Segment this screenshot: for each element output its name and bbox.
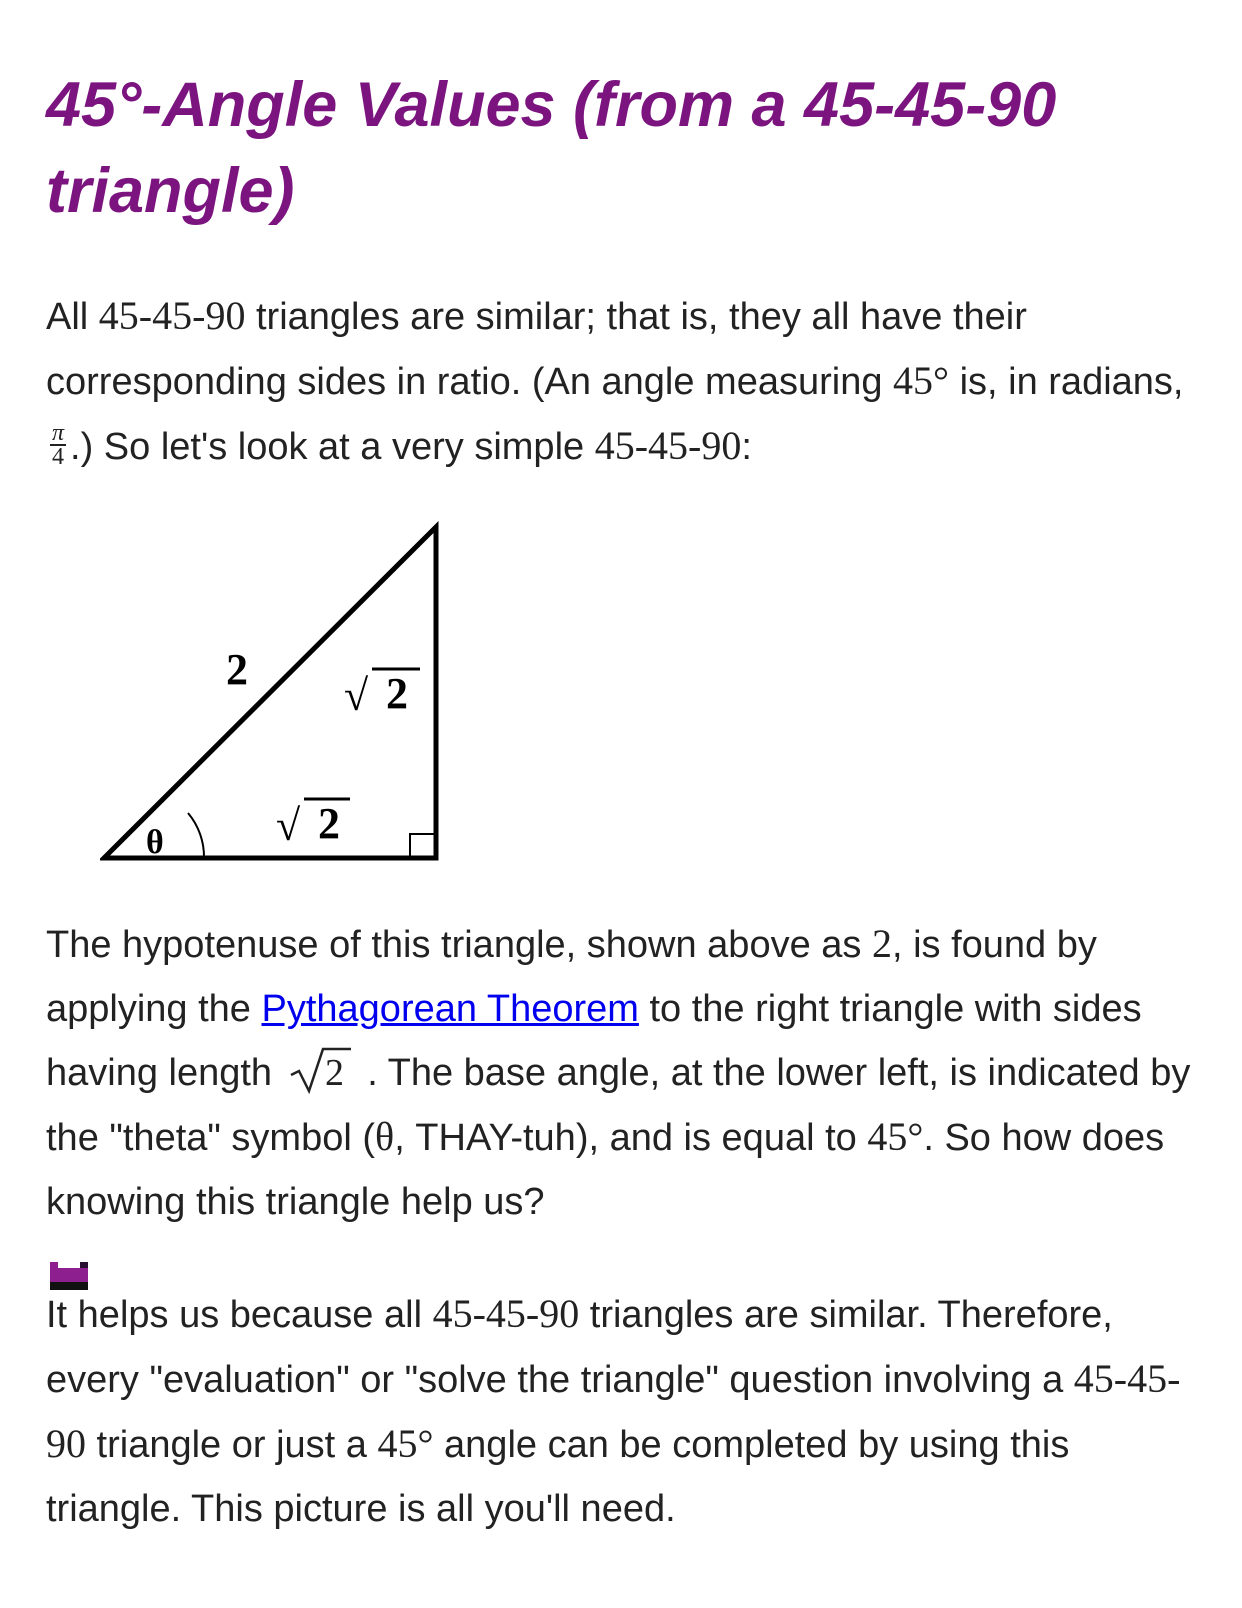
fraction-numerator: π <box>52 419 65 446</box>
text: . So how does knowing this triangle help us? <box>46 1117 1165 1223</box>
text: It helps us because all <box>46 1294 433 1336</box>
vertical-leg-label <box>344 669 420 720</box>
pythagorean-theorem-link[interactable]: Pythagorean Theorem <box>261 988 639 1030</box>
text: is, in radians, <box>949 361 1184 403</box>
sqrt-two-math <box>289 1051 351 1094</box>
radical-sign: √ <box>344 671 369 720</box>
hypotenuse-paragraph <box>46 912 1196 1234</box>
text: The hypotenuse of this triangle, shown above as <box>46 924 872 966</box>
math-45-degrees: 45° <box>867 1114 924 1159</box>
text: .) So let's look at a very simple <box>70 426 595 468</box>
conclusion-paragraph <box>46 1282 1196 1541</box>
radicand: 2 <box>386 669 408 718</box>
sqrt-radicand: 2 <box>324 1052 344 1094</box>
math-45-degrees: 45° <box>377 1421 434 1466</box>
base-leg-label <box>276 799 350 850</box>
text: , THAY-tuh), and is equal to <box>394 1117 868 1159</box>
hypotenuse-label: 2 <box>226 645 248 694</box>
math-45-45-90: 45-45-90 <box>594 423 742 468</box>
bookmark-icon <box>50 1262 88 1290</box>
text: triangle or just a <box>86 1424 378 1466</box>
theta-label: θ <box>146 824 164 861</box>
math-45-45-90: 45-45-90 <box>432 1291 580 1336</box>
triangle-diagram <box>100 520 445 865</box>
math-two: 2 <box>871 921 892 966</box>
page-title: 45°-Angle Values (from a 45-45-90 triangle) <box>46 70 1057 226</box>
math-45-45-90: 45-45-90 <box>98 293 246 338</box>
text: . The base angle, at the lower left, is indicated by the "theta" symbol ( <box>46 1052 1191 1159</box>
text: All <box>46 296 99 338</box>
right-angle-marker <box>410 834 436 858</box>
text: angle can be completed by using this triangle. This picture is all you'll need. <box>46 1424 1070 1530</box>
radicand: 2 <box>318 799 340 848</box>
text: triangles are similar. Therefore, every "evaluation" or "solve the triangle" question involving a <box>46 1294 1113 1401</box>
math-45-degrees: 45° <box>893 358 950 403</box>
angle-arc <box>188 813 204 858</box>
math-45-45-90: 45-45-90 <box>46 1356 1181 1466</box>
text: to the right triangle with sides having length <box>46 988 1142 1094</box>
fraction-denominator: 4 <box>52 443 65 470</box>
intro-paragraph <box>46 284 1196 479</box>
pi-over-4-fraction <box>50 419 66 470</box>
text: , is found by applying the <box>46 924 1097 1030</box>
math-theta: θ <box>375 1114 395 1159</box>
text: triangles are similar; that is, they all have their corresponding sides in ratio. (An angle measuring <box>46 296 1027 403</box>
text: : <box>741 426 752 468</box>
radical-sign: √ <box>276 801 301 850</box>
